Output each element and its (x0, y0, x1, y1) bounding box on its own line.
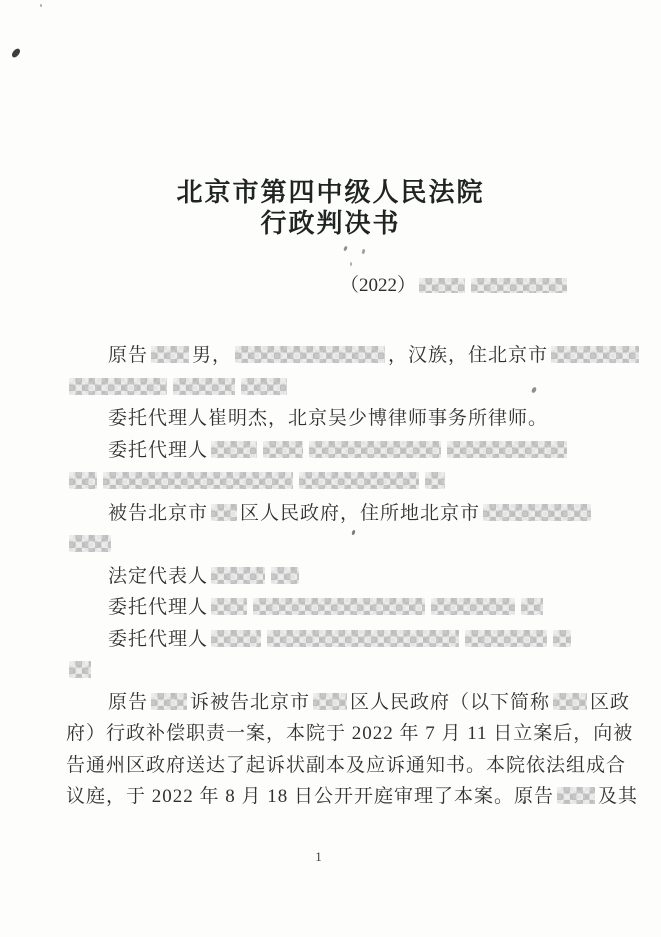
text-segment: 原告 (108, 345, 149, 366)
document-title (0, 177, 661, 239)
text-segment: 委托代理人崔明杰，北京吴少博律师事务所律师。 (108, 408, 549, 429)
text-segment: ，汉族，住北京市 (388, 345, 549, 366)
document-line (66, 372, 600, 404)
redaction-block (521, 598, 543, 615)
text-segment: 告通州区政府送达了起诉状副本及应诉通知书。本院依法组成合 (66, 754, 627, 776)
document-line (66, 687, 631, 719)
redaction-block (211, 441, 257, 458)
redaction-block (557, 787, 595, 804)
text-segment: 委托代理人 (108, 439, 209, 461)
redaction-block (103, 472, 293, 489)
redaction-block (309, 441, 441, 458)
text-segment: 诉被告北京市 (190, 691, 311, 713)
redaction-block (211, 630, 261, 647)
redaction-block (69, 661, 91, 678)
document-line (66, 781, 639, 813)
text-segment: 男， (192, 345, 233, 366)
document-line (66, 561, 600, 593)
document-line (66, 529, 600, 561)
redaction-block (151, 346, 189, 363)
redaction-block (253, 598, 425, 615)
redaction-block (299, 472, 419, 489)
redaction-block (267, 630, 459, 647)
redaction-block (483, 504, 591, 521)
text-segment: 被告北京市 (108, 502, 209, 524)
body-lines (66, 340, 639, 813)
court-name: 北京市第四中级人民法院 (176, 178, 485, 207)
scan-speck (350, 262, 352, 266)
redaction-block (69, 472, 97, 489)
document-line (66, 750, 627, 782)
text-segment: 府）行政补偿职责一案，本院于 2022 年 7 月 11 日立案后，向被 (66, 723, 634, 744)
document-line (66, 498, 600, 530)
redaction-block (447, 441, 567, 458)
redaction-block (553, 693, 587, 710)
redaction-block (69, 535, 111, 552)
redaction-block (551, 346, 639, 363)
page-number: 1 (315, 849, 322, 864)
document-type: 行政判决书 (260, 209, 401, 238)
text-segment: 委托代理人 (108, 628, 209, 650)
redaction-block (211, 567, 265, 584)
text-segment: 及其 (598, 786, 639, 807)
redaction-block (211, 598, 247, 615)
document-line (66, 340, 600, 372)
document-line (66, 403, 600, 435)
redaction-block (173, 378, 235, 395)
redaction-block (69, 378, 167, 395)
document-line (66, 466, 600, 498)
text-segment: 议庭，于 2022 年 8 月 18 日公开开庭审理了本案。原告 (66, 786, 555, 807)
document-line (66, 435, 600, 467)
redaction-block (271, 567, 299, 584)
text-segment: 法定代表人 (108, 565, 209, 587)
document-line (66, 655, 600, 687)
redaction-block (553, 630, 571, 647)
redaction-block (425, 472, 445, 489)
redaction-block (263, 441, 303, 458)
document-line (66, 624, 600, 656)
redaction-block (419, 278, 465, 293)
redaction-block (313, 693, 347, 710)
redaction-block (471, 278, 567, 293)
redaction-block (211, 504, 237, 521)
text-segment: 区人民政府（以下简称 (350, 691, 551, 713)
redaction-block (241, 378, 287, 395)
redaction-block (151, 693, 187, 710)
text-segment: 区政 (590, 691, 631, 713)
text-segment: 委托代理人 (108, 597, 209, 618)
text-segment: 原告 (108, 691, 149, 713)
redaction-block (235, 346, 385, 363)
document-line (66, 718, 634, 750)
text-segment: （2022） (340, 275, 417, 296)
scan-speck (40, 4, 42, 7)
redaction-block (431, 598, 515, 615)
text-segment: 区人民政府，住所地北京市 (240, 502, 481, 524)
scan-speck (362, 249, 366, 255)
redaction-block (465, 630, 547, 647)
document-line (66, 592, 600, 624)
case-number-line (340, 274, 570, 298)
scan-speck (11, 47, 22, 59)
scan-speck (343, 246, 348, 252)
